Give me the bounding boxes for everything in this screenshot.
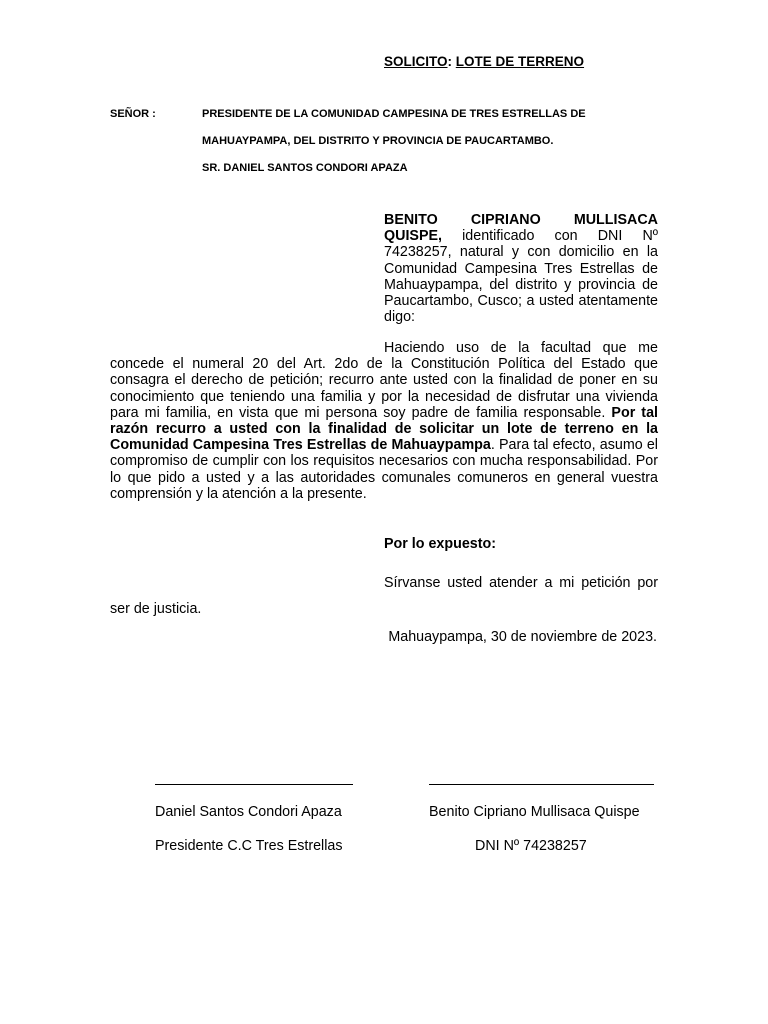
closing-request: Sírvanse usted atender a mi petición por ser de justicia.: [110, 575, 658, 617]
petitioner-intro: [384, 212, 658, 325]
addressee-line-1: PRESIDENTE DE LA COMUNIDAD CAMPESINA DE TRES ESTRELLAS DE: [202, 108, 586, 120]
signature-line-left: [155, 784, 353, 785]
petition-body-part-1: Haciendo uso de la facultad que me concede el numeral 20 del Art. 2do de la Constitución Política del Estado que consagra el derecho de petición; recurro ante usted con la finalidad de poner en su conocimiento que teniendo una familia y por la necesidad de disfrutar una vivienda para mi familia, en vista que mi persona soy padre de familia responsable.: [110, 340, 658, 421]
subject-label: SOLICITO: [384, 54, 448, 69]
signature-right-role: DNI Nº 74238257: [475, 838, 587, 854]
subject-separator: :: [447, 54, 453, 69]
closing-label: Por lo expuesto:: [384, 536, 497, 552]
subject-heading: [384, 54, 584, 69]
subject-value: LOTE DE TERRENO: [455, 54, 585, 69]
petitioner-name: BENITO CIPRIANO MULLISACA QUISPE,: [384, 212, 658, 245]
signature-left-name: Daniel Santos Condori Apaza: [155, 804, 342, 820]
addressee-line-3: SR. DANIEL SANTOS CONDORI APAZA: [202, 162, 408, 174]
document-date: Mahuaypampa, 30 de noviembre de 2023.: [388, 629, 657, 645]
signature-left-role: Presidente C.C Tres Estrellas: [155, 838, 343, 854]
addressee-label: SEÑOR :: [110, 108, 156, 120]
signature-right-name: Benito Cipriano Mullisaca Quispe: [429, 804, 640, 820]
petitioner-details: identificado con DNI Nº 74238257, natural y con domicilio en la Comunidad Campesina Tres Estrellas de Mahuaypampa, del distrito y provincia de Paucartambo, Cusco; a usted atentamente digo:: [384, 228, 658, 326]
petition-body-part-2: . Para tal efecto, asumo el compromiso de cumplir con los requisitos necesarios con mucha responsabilidad. Por lo que pido a usted y a las autoridades comunales comuneros en general vuestra comprensión y la atención a la presente.: [110, 437, 658, 502]
petition-body-emphasis: Por tal razón recurro a usted con la finalidad de solicitar un lote de terreno en la Comunidad Campesina Tres Estrellas de Mahuaypampa: [110, 404, 658, 454]
signature-line-right: [429, 784, 654, 785]
addressee-line-2: MAHUAYPAMPA, DEL DISTRITO Y PROVINCIA DE PAUCARTAMBO.: [202, 135, 554, 147]
petition-body: [110, 340, 658, 502]
